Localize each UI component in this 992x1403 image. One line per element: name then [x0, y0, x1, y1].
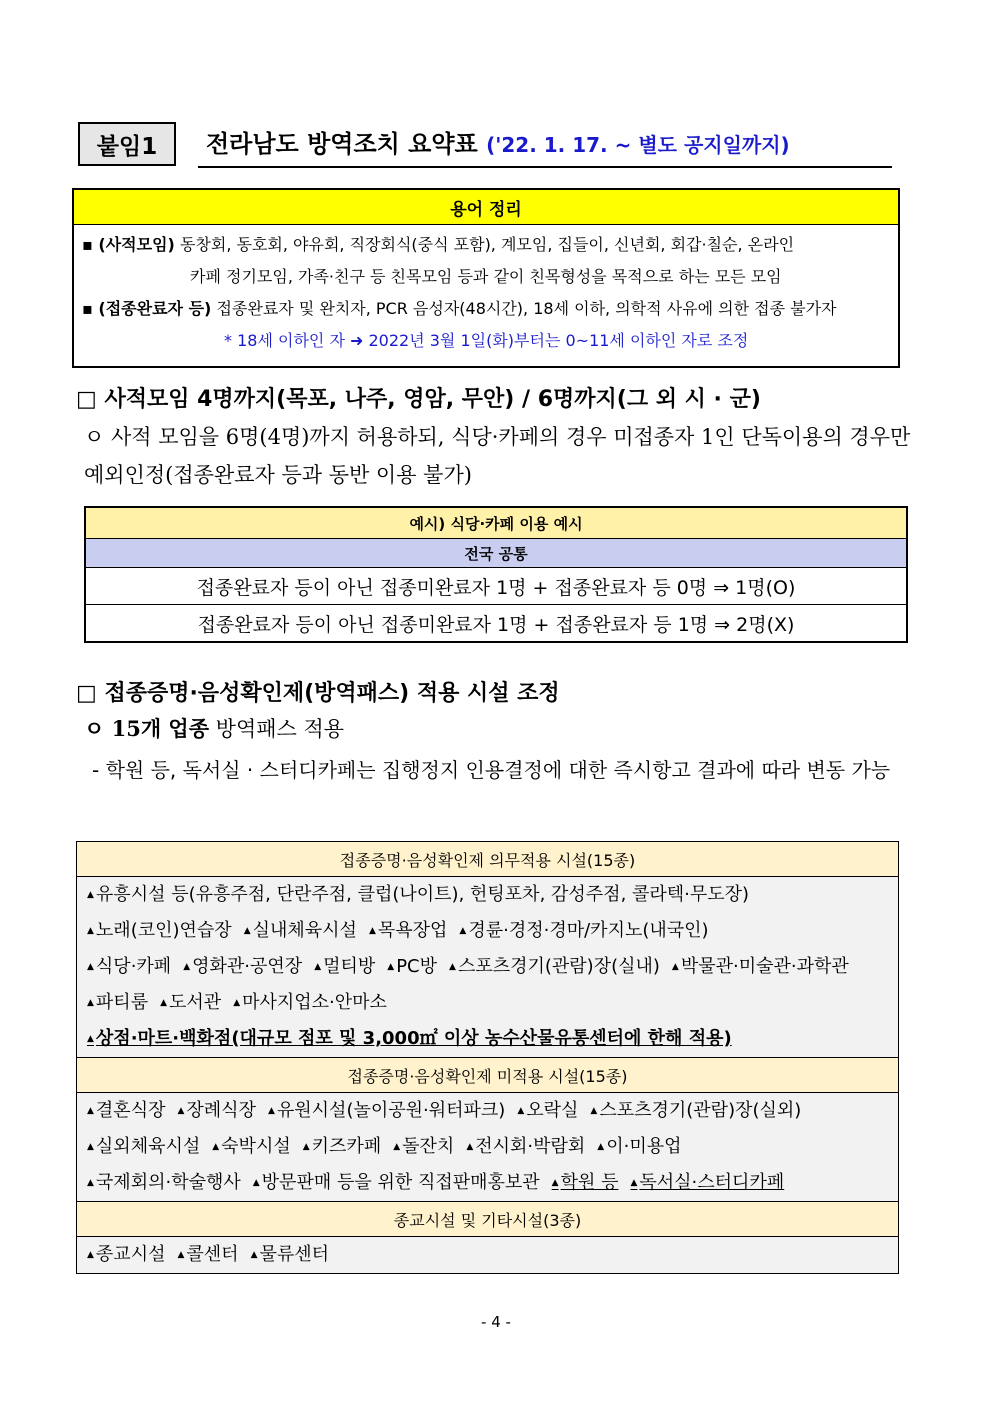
facility-item: ▲ 종교시설 [87, 1244, 165, 1265]
facility-item: ▲ 박물관·미술관·과학관 [672, 956, 849, 977]
facility-row [87, 985, 888, 1021]
title-period: ('22. 1. 17. ~ 별도 공지일까지) [486, 133, 790, 157]
facility-item: ▲ 스포츠경기(관람)장(실내) [449, 956, 660, 977]
title-text: 전라남도 방역조치 요약표 [206, 130, 478, 158]
facility-item: ▲ 영화관·공연장 [183, 956, 302, 977]
facility-item: ▲ PC방 [387, 956, 437, 977]
table-row: 접종완료자 등이 아닌 접종미완료자 1명 + 접종완료자 등 1명 ⇒ 2명(X) [197, 613, 795, 636]
facility-item: ▲ 콜센터 [177, 1244, 238, 1265]
facility-item: ▲ 파티룸 [87, 992, 148, 1013]
facility-item: ▲ 멀티방 [314, 956, 375, 977]
facility-item: ▲ 키즈카페 [303, 1136, 381, 1157]
exempt-title: 접종증명·음성확인제 미적용 시설(15종) [77, 1058, 898, 1093]
page-number: - 4 - [481, 1313, 511, 1331]
facility-row [87, 1129, 888, 1165]
facility-item: ▲ 경륜·경정·경마/카지노(내국인) [459, 920, 708, 941]
table-band: 전국 공통 [86, 539, 906, 568]
facility-item: ▲ 목욕장업 [369, 920, 447, 941]
term-text: 동창회, 동호회, 야유회, 직장회식(중식 포함), 계모임, 집들이, 신년회, 회갑·칠순, 온라인 [179, 235, 795, 254]
facility-item: ▲ 방문판매 등을 위한 직접판매홍보관 [253, 1172, 540, 1193]
facility-row [87, 1093, 888, 1129]
facility-row [87, 913, 888, 949]
bullet-line [84, 710, 924, 748]
facility-item: ▲ 유원시설(놀이공원·워터파크) [268, 1100, 505, 1121]
facility-item: ▲ 이·미용업 [597, 1136, 681, 1157]
term-label: ▪ (사적모임) [82, 235, 175, 254]
other-title: 종교시설 및 기타시설(3종) [77, 1202, 898, 1237]
attachment-tag: 붙임1 [78, 122, 176, 166]
section-heading: □ 접종증명·음성확인제(방역패스) 적용 시설 조정 [76, 681, 560, 706]
exempt-body [77, 1093, 898, 1202]
facility-item: ▲ 숙박시설 [212, 1136, 290, 1157]
facility-item: ▲ 실내체육시설 [244, 920, 357, 941]
facility-item: ▲ 상점·마트·백화점(대규모 점포 및 3,000㎡ 이상 농수산물유통센터에 한해 적용) [87, 1028, 732, 1049]
facility-item: ▲ 장례식장 [177, 1100, 255, 1121]
facility-item: ▲ 국제회의·학술행사 [87, 1172, 241, 1193]
facility-table [76, 841, 899, 1274]
section-heading: □ 사적모임 4명까지(목포, 나주, 영암, 무안) / 6명까지(그 외 시 · 군) [76, 387, 761, 412]
table-row: 접종완료자 등이 아닌 접종미완료자 1명 + 접종완료자 등 0명 ⇒ 1명(O) [86, 568, 906, 605]
table-title: 예시) 식당·카페 이용 예시 [86, 508, 906, 539]
facility-row [87, 949, 888, 985]
term-note: * 18세 이하인 자 ➜ 2022년 3월 1일(화)부터는 0~11세 이하인 자로 조정 [224, 331, 749, 350]
other-body [77, 1237, 898, 1273]
facility-item: ▲ 도서관 [160, 992, 221, 1013]
facility-row [87, 1165, 888, 1201]
terms-title: 용어 정리 [74, 190, 898, 225]
term-label: ▪ (접종완료자 등) [82, 299, 212, 318]
terms-box [72, 188, 900, 368]
term-text: 카페 정기모임, 가족·친구 등 친목모임 등과 같이 친목형성을 목적으로 하는 모든 모임 [190, 267, 782, 286]
facility-row [87, 877, 888, 913]
facility-item: ▲ 돌잔치 [393, 1136, 454, 1157]
example-table [84, 506, 908, 643]
facility-item: ▲ 오락실 [517, 1100, 578, 1121]
bullet-rest: 방역패스 적용 [209, 717, 345, 741]
facility-item: ▲ 유흥시설 등(유흥주점, 단란주점, 클럽(나이트), 헌팅포차, 감성주점, 콜라텍·무도장) [87, 884, 749, 905]
page-title [198, 124, 892, 168]
facility-item: ▲ 마사지업소·안마소 [233, 992, 387, 1013]
facility-item: ▲ 결혼식장 [87, 1100, 165, 1121]
mandatory-title: 접종증명·음성확인제 의무적용 시설(15종) [77, 842, 898, 877]
facility-row [87, 1237, 888, 1273]
facility-item: ▲ 식당·카페 [87, 956, 171, 977]
bullet-bold: ㅇ 15개 업종 [84, 716, 209, 741]
facility-row [87, 1021, 888, 1057]
term-text: 접종완료자 및 완치자, PCR 음성자(48시간), 18세 이하, 의학적 사유에 의한 접종 불가자 [216, 299, 837, 318]
bullet-text: ㅇ 사적 모임을 6명(4명)까지 허용하되, 식당·카페의 경우 미접종자 1인 단독이용의 경우만 예외인정(접종완료자 등과 동반 이용 불가) [84, 425, 911, 487]
facility-item: ▲ 전시회·박람회 [466, 1136, 585, 1157]
facility-item: ▲ 스포츠경기(관람)장(실외) [590, 1100, 801, 1121]
facility-item: ▲ 독서실·스터디카페 [630, 1172, 784, 1193]
facility-item: ▲ 학원 등 [552, 1172, 619, 1193]
facility-item: ▲ 노래(코인)연습장 [87, 920, 232, 941]
facility-item: ▲ 물류센터 [251, 1244, 329, 1265]
mandatory-body [77, 877, 898, 1058]
facility-item: ▲ 실외체육시설 [87, 1136, 200, 1157]
dash-text: - 학원 등, 독서실 · 스터디카페는 집행정지 인용결정에 대한 즉시항고 결과에 따라 변동 가능 [92, 758, 891, 782]
